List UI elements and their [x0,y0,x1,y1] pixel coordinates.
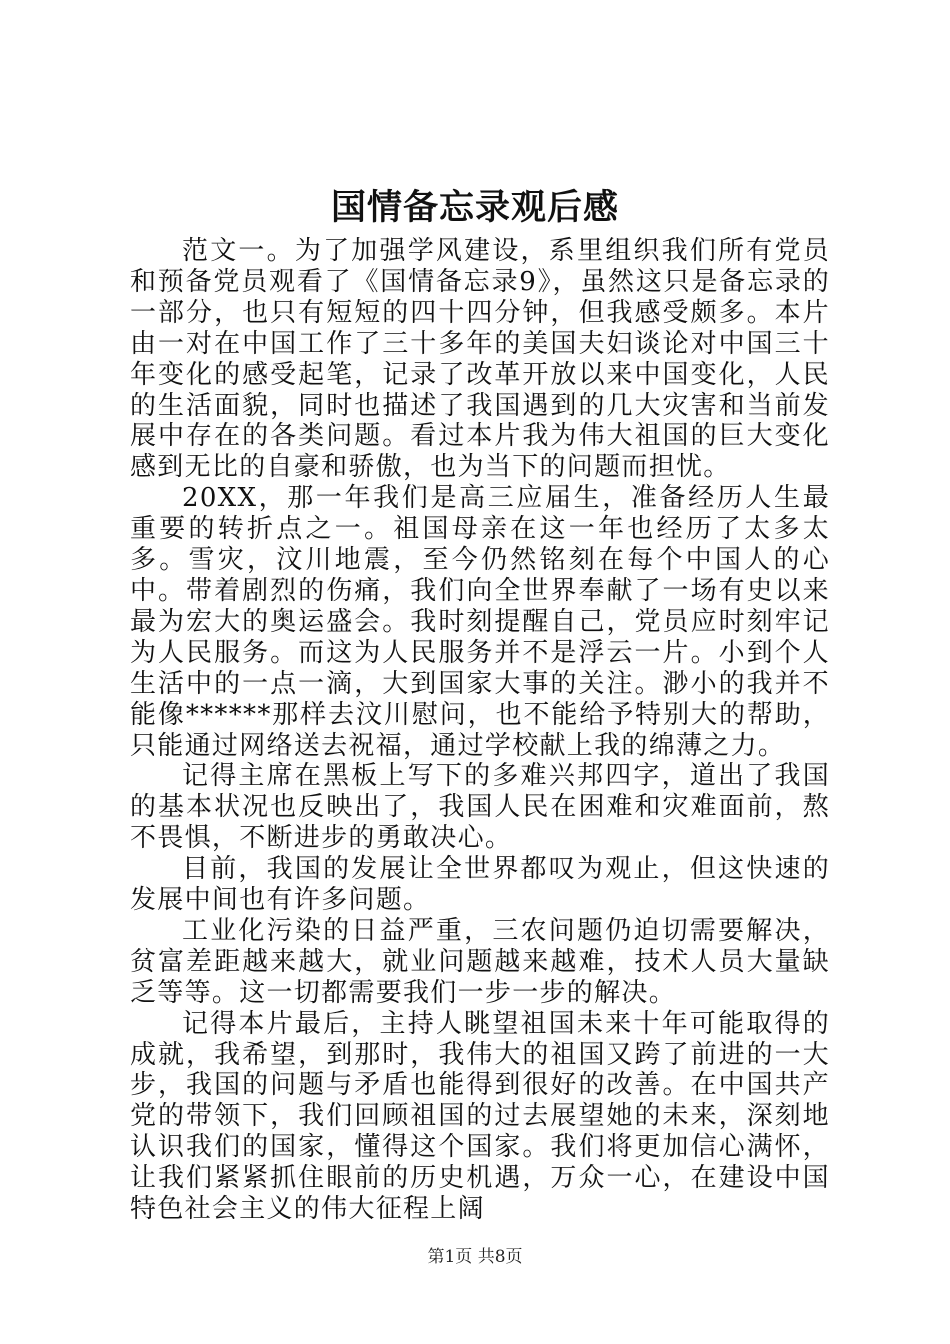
paragraph-2: 20XX，那一年我们是高三应届生，准备经历人生最重要的转折点之一。祖国母亲在这一年也经历了太多太多。雪灾，汶川地震，至今仍然铭刻在每个中国人的心中。带着剧烈的伤痛，我们向全世界奉献了一场有史以来最为宏大的奥运盛会。我时刻提醒自己，党员应时刻牢记为人民服务。而这为人民服务并不是浮云一片。小到个人生活中的一点一滴，大到国家大事的关注。渺小的我并不能像******那样去汶川慰问，也不能给予特别大的帮助，只能通过网络送去祝福，通过学校献上我的绵薄之力。 [130,483,830,761]
paragraph-6: 记得本片最后，主持人眺望祖国未来十年可能取得的成就，我希望，到那时，我伟大的祖国又跨了前进的一大步，我国的问题与矛盾也能得到很好的改善。在中国共产党的带领下，我们回顾祖国的过去展望她的未来，深刻地认识我们的国家，懂得这个国家。我们将更加信心满怀，让我们紧紧抓住眼前的历史机遇，万众一心，在建设中国特色社会主义的伟大征程上阔 [130,1008,830,1225]
paragraph-3: 记得主席在黑板上写下的多难兴邦四字，道出了我国的基本状况也反映出了，我国人民在困难和灾难面前，熬不畏惧，不断进步的勇敢决心。 [130,761,830,854]
document-body [130,236,830,1225]
document-title: 国情备忘录观后感 [330,187,619,228]
paragraph-4: 目前，我国的发展让全世界都叹为观止，但这快速的发展中间也有许多问题。 [130,854,830,916]
paragraph-5: 工业化污染的日益严重，三农问题仍迫切需要解决，贫富差距越来越大，就业问题越来越难，技术人员大量缺乏等等。这一切都需要我们一步一步的解决。 [130,915,830,1008]
page-number-footer: 第1页 共8页 [427,1247,523,1267]
paragraph-1: 范文一。为了加强学风建设，系里组织我们所有党员和预备党员观看了《国情备忘录9》，虽然这只是备忘录的一部分，也只有短短的四十四分钟，但我感受颇多。本片由一对在中国工作了三十多年的美国夫妇谈论对中国三十年变化的感受起笔，记录了改革开放以来中国变化，人民的生活面貌，同时也描述了我国遇到的几大灾害和当前发展中存在的各类问题。看过本片我为伟大祖国的巨大变化感到无比的自豪和骄傲，也为当下的问题而担忧。 [130,236,830,483]
